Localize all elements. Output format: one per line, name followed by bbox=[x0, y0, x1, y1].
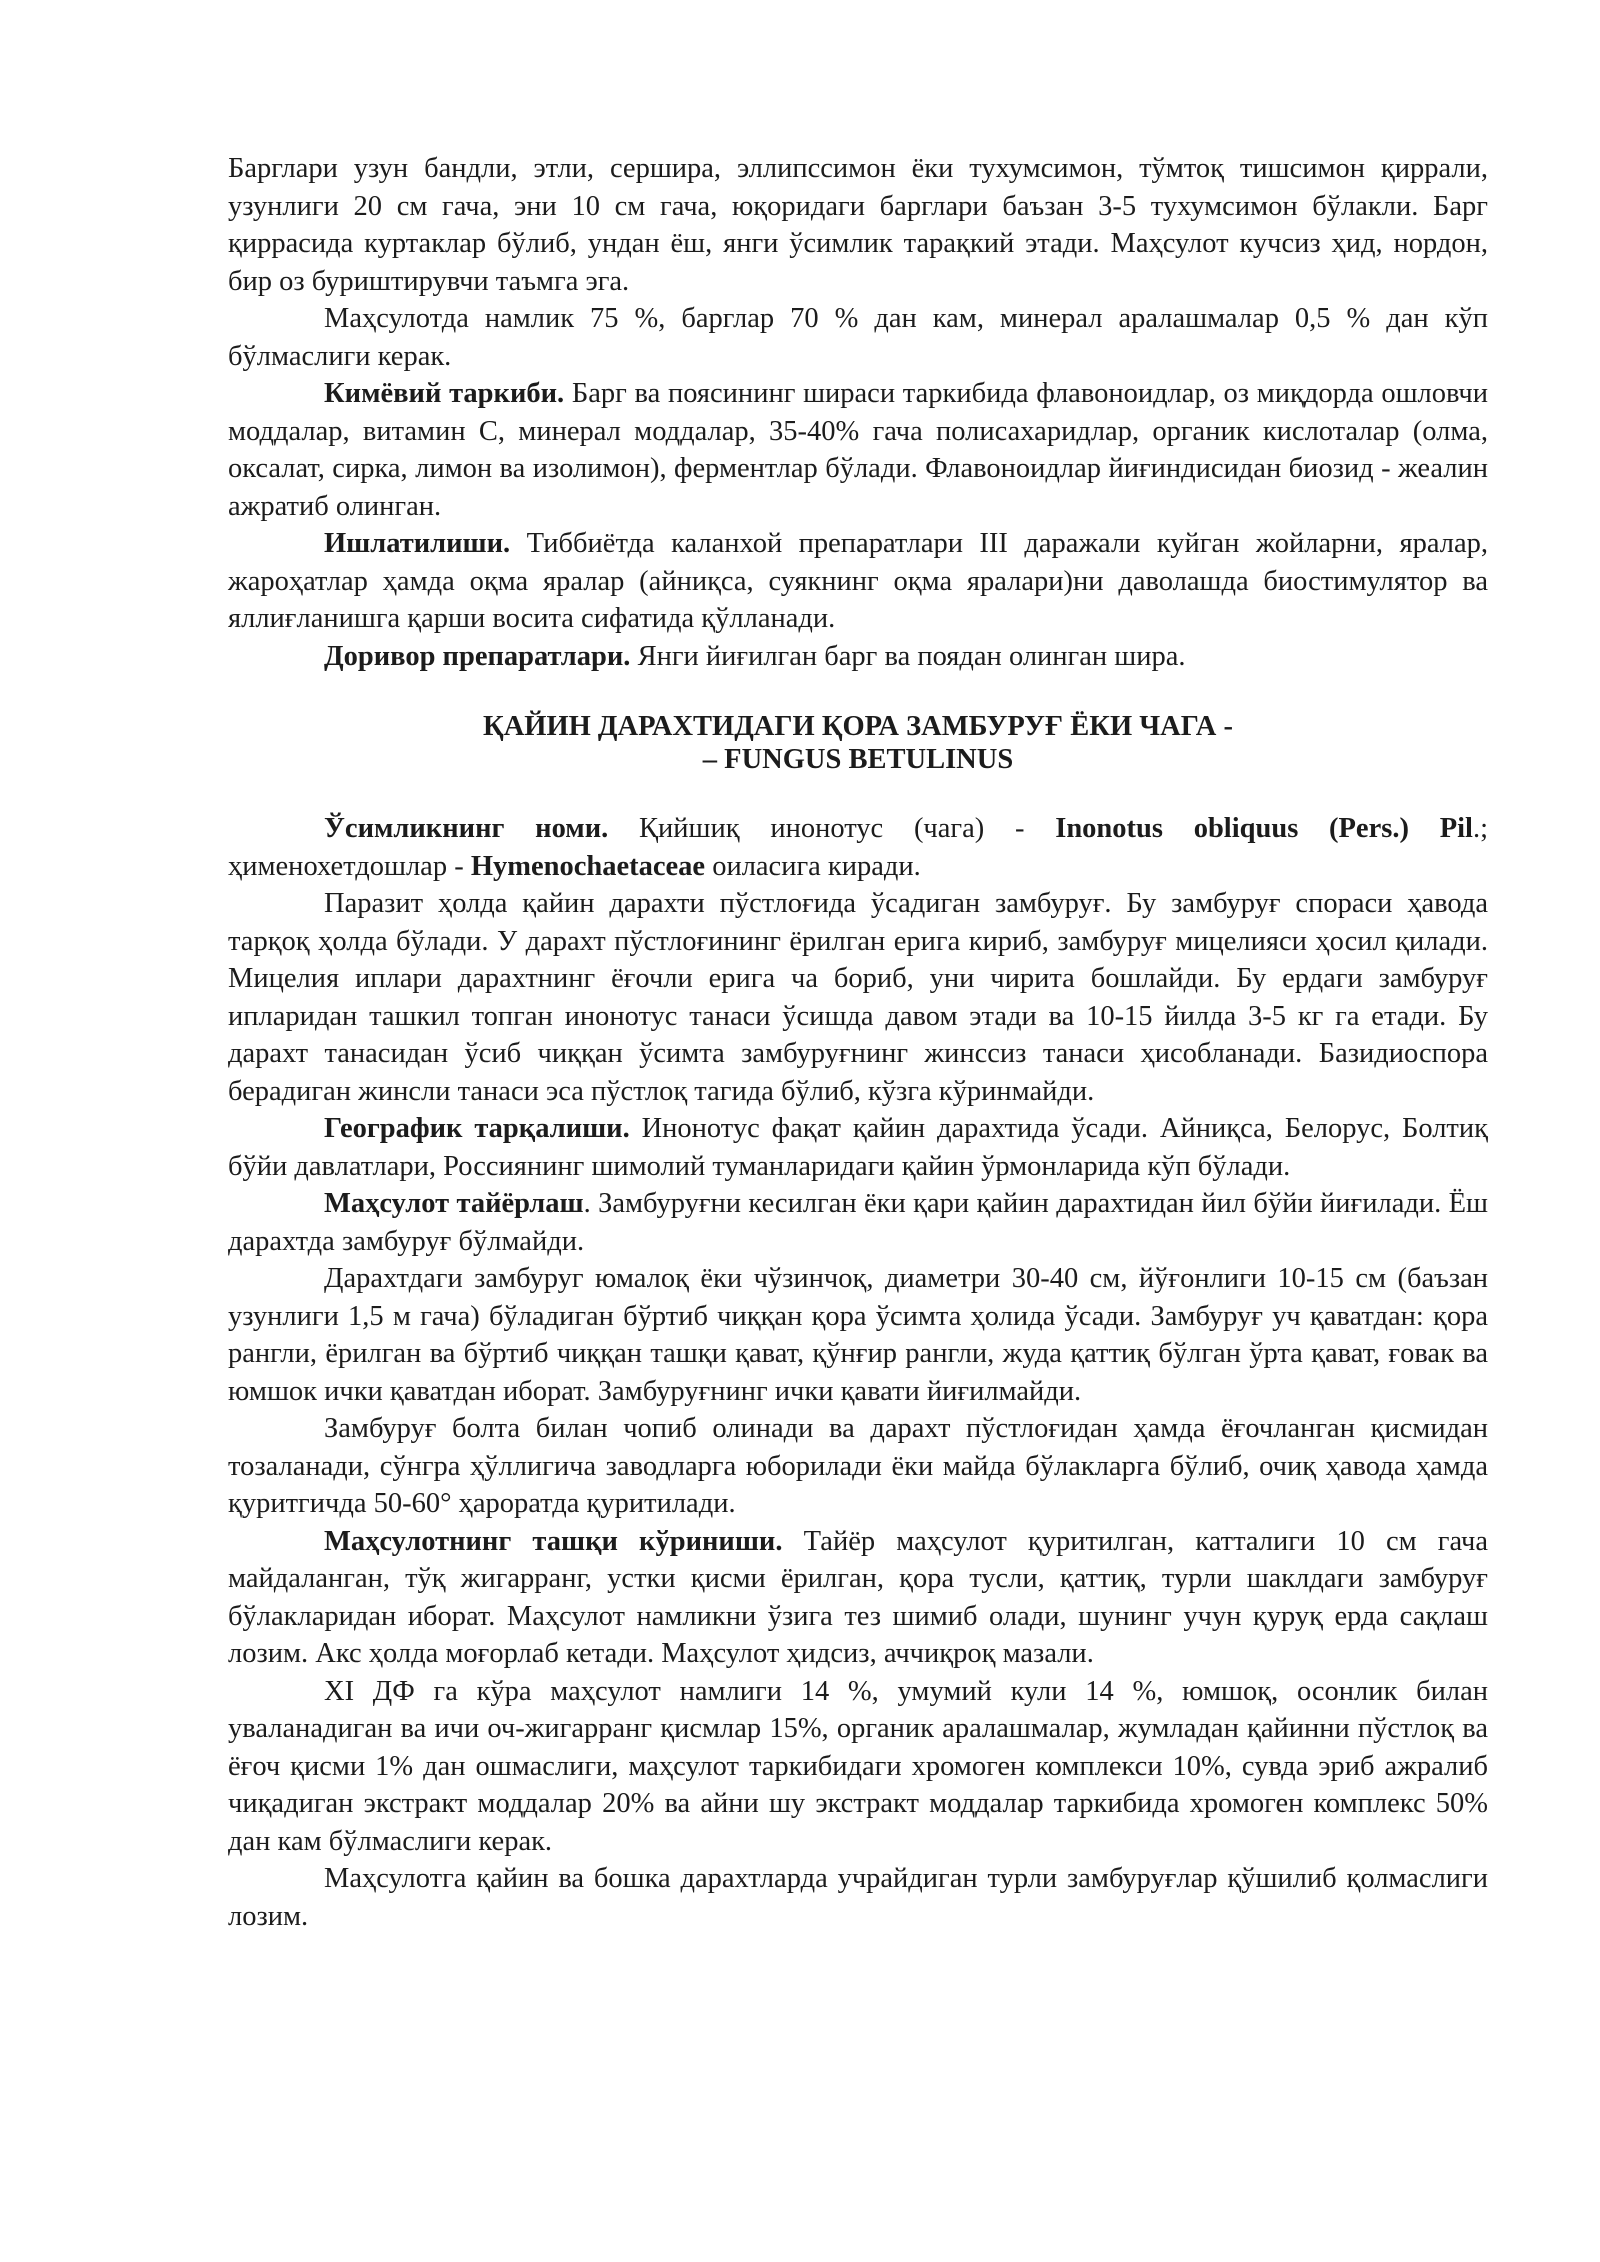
harvesting-text: . Замбуруғни кесилган ёки қари қайин дарахтидан йил бўйи йиғилади. Ёш дарахтда замбуруғ бўлмайди. bbox=[228, 1188, 1488, 1257]
latin-family-name: Hymenochaetaceae bbox=[470, 850, 706, 882]
section-label-usage: Ишлатилиши. bbox=[324, 528, 511, 559]
medicinal-preparations-text: Янги йиғилган барг ва поядан олинган шира. bbox=[630, 640, 1186, 672]
latin-species-name: Inonotus obliquus (Pers.) Pil bbox=[1055, 813, 1473, 844]
paragraph-external-appearance bbox=[228, 1523, 1488, 1673]
plant-name-text-3: оиласига киради. bbox=[705, 850, 921, 882]
paragraph-usage bbox=[228, 525, 1488, 638]
geographic-distribution-text: Инонотус фақат қайин дарахтида ўсади. Айниқса, Белорус, Болтиқ бўйи давлатлари, Россиянинг шимолий туманларидаги қайин ўрмонларида кўп бўлади. bbox=[228, 1113, 1488, 1182]
usage-text: Тиббиётда каланхой препаратлари III даражали куйган жойларни, яралар, жароҳатлар ҳамда оқма яралар (айниқса, суякнинг оқма яралари)ни даволашда биостимулятор ва яллиғланишга қарши восита сифатида қўлланади. bbox=[228, 528, 1488, 634]
section-heading-line1: ҚАЙИН ДАРАХТИДАГИ ҚОРА ЗАМБУРУҒ ЁКИ ЧАГА - bbox=[483, 711, 1233, 742]
section-label-geographic-distribution: Географик тарқалиши. bbox=[324, 1113, 630, 1144]
paragraph-parasite-description: Паразит ҳолда қайин дарахти пўстлоғида ўсадиган замбуруғ. Бу замбуруғ спораси ҳавода тарқоқ ҳолда бўлади. У дарахт пўстлоғининг ёрилган ерига кириб, замбуруғ мицелияси ҳосил қилади. Мицелия иплари дарахтнинг ёғочли ерига ча бориб, уни чирита бошлайди. Бу ердаги замбуруғ ипларидан ташкил топган инонотус танаси ўсишда давом этади ва 10-15 йилда 3-5 кг га етади. Бу дарахт танасидан ўсиб чиққан ўсимта замбуруғнинг жинссиз танаси ҳисобланади. Базидиоспора берадиган жинсли танаси эса пўстлоқ тагида бўлиб, кўзга кўринмайди. bbox=[228, 888, 1488, 1107]
paragraph-plant-name bbox=[228, 810, 1488, 885]
plant-name-text-2: .; ҳименохетдошлар - bbox=[228, 813, 1488, 882]
paragraph-medicinal-preparations bbox=[228, 638, 1488, 676]
plant-name-text-1: Қийшиқ инонотус (чага) - bbox=[608, 813, 1056, 844]
section-label-medicinal-preparations: Доривор препаратлари. bbox=[324, 640, 631, 672]
paragraph-geographic-distribution bbox=[228, 1110, 1488, 1185]
paragraph-moisture-norms: Маҳсулотда намлик 75 %, барглар 70 % дан кам, минерал аралашмалар 0,5 % дан кўп бўлмаслиги керак. bbox=[228, 303, 1488, 372]
paragraph-impurities: Маҳсулотга қайин ва бошка дарахтларда учрайдиган турли замбуруғлар қўшилиб қолмаслиги лозим. bbox=[228, 1863, 1488, 1932]
chemical-composition-text: Барг ва поясининг шираси таркибида флавоноидлар, оз миқдорда ошловчи моддалар, витамин С, минерал моддалар, 35-40% гача полисахаридлар, органик кислоталар (олма, оксалат, сирка, лимон ва изолимон), ферментлар бўлади. Флавоноидлар йиғиндисидан биозид - жеалин ажратиб олинган. bbox=[228, 378, 1488, 522]
section-label-chemical-composition: Кимёвий таркиби. bbox=[324, 378, 565, 409]
external-appearance-text: Тайёр маҳсулот қуритилган, катталиги 10 см гача майдаланган, тўқ жигарранг, устки қисми ёрилган, қора тусли, қаттиқ, турли шаклдаги замбуруғ бўлакларидан иборат. Маҳсулот намликни ўзига тез шимиб олади, шунинг учун қуруқ ерда сақлаш лозим. Акс ҳолда моғорлаб кетади. Маҳсулот ҳидсиз, аччиқроқ мазали. bbox=[228, 1525, 1488, 1669]
section-label-harvesting: Маҳсулот тайёрлаш bbox=[324, 1188, 584, 1219]
paragraph-pharmacopoeia-norms: XI ДФ га кўра маҳсулот намлиги 14 %, умумий кули 14 %, юмшоқ, осонлик билан уваланадиган ва ичи оч-жигарранг қисмлар 15%, органик аралашмалар, жумладан қайинни пўстлоқ ва ёғоч қисми 1% дан ошмаслиги, маҳсулот таркибидаги хромоген комплекси 10%, сувда эриб ажралиб чиқадиган экстракт моддалар 20% ва айни шу экстракт моддалар таркибида хромоген комплекс 50% дан кам бўлмаслиги керак. bbox=[228, 1675, 1488, 1857]
paragraph-fungus-structure: Дарахтдаги замбуруг юмалоқ ёки чўзинчоқ, диаметри 30-40 см, йўғонлиги 10-15 см (баъзан узунлиги 1,5 м гача) бўладиган бўртиб чиққан қора ўсимта ҳолида ўсади. Замбуруғ уч қаватдан: қора рангли, ёрилган ва бўртиб чиққан ташқи қават, қўнғир рангли, жуда қаттиқ бўлган ўрта қават, ғовак ва юмшок ички қаватдан иборат. Замбуруғнинг ички қавати йиғилмайди. bbox=[228, 1263, 1488, 1407]
paragraph-fungus-processing: Замбуруғ болта билан чопиб олинади ва дарахт пўстлоғидан ҳамда ёғочланган қисмидан тозаланади, сўнгра ҳўллигича заводларга юборилади ёки майда бўлакларга бўлиб, очиқ ҳавода ҳамда қуритгичда 50-60° ҳароратда қуритилади. bbox=[228, 1413, 1488, 1519]
paragraph-harvesting bbox=[228, 1185, 1488, 1260]
paragraph-leaf-description: Барглари узун бандли, этли, сершира, эллипссимон ёки тухумсимон, тўмтоқ тишсимон қиррали, узунлиги 20 см гача, эни 10 см гача, юқоридаги барглари баъзан 3-5 тухумсимон бўлакли. Барг қиррасида куртаклар бўлиб, ундан ёш, янги ўсимлик тарақкий этади. Маҳсулот кучсиз ҳид, нордон, бир оз буриштирувчи таъмга эга. bbox=[228, 153, 1488, 297]
section-label-external-appearance: Маҳсулотнинг ташқи кўриниши. bbox=[324, 1525, 783, 1557]
paragraph-chemical-composition bbox=[228, 375, 1488, 525]
section-heading bbox=[228, 710, 1488, 776]
section-label-plant-name: Ўсимликнинг номи. bbox=[324, 813, 609, 844]
section-heading-line2: – FUNGUS BETULINUS bbox=[702, 744, 1014, 775]
